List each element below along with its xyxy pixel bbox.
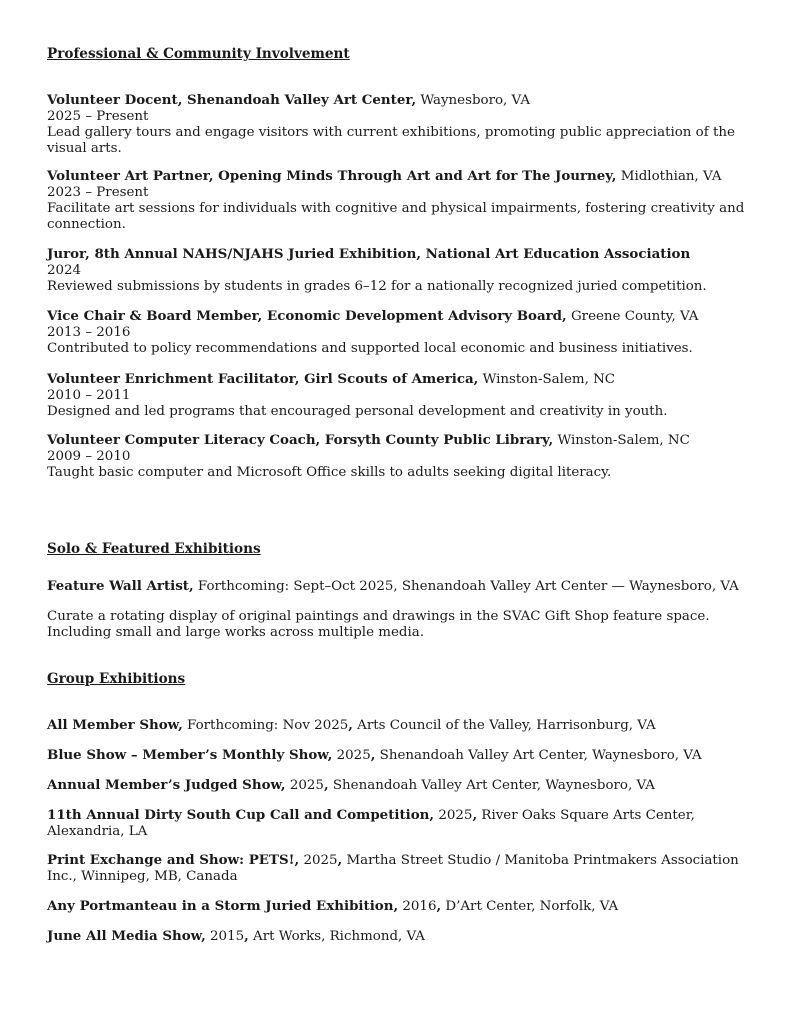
exhibition-entry	[47, 717, 747, 734]
entry-dates: 2023 – Present	[47, 185, 149, 200]
entry-location: Waynesboro, VA	[416, 93, 530, 108]
entry-sep: ,	[436, 898, 442, 914]
involvement-entry	[47, 168, 747, 233]
entry-sep: ,	[348, 717, 353, 733]
involvement-entry	[47, 432, 747, 481]
exhibition-entry	[47, 777, 747, 794]
entry-sep: ,	[323, 777, 329, 793]
entry-venue: River Oaks Square Arts Center, Alexandria, LA	[47, 808, 695, 839]
entry-dates: 2010 – 2011	[47, 388, 131, 403]
involvement-entry	[47, 92, 747, 157]
entry-venue: Arts Council of the Valley, Harrisonburg, VA	[352, 718, 656, 733]
entry-dates: 2013 – 2016	[47, 325, 131, 340]
entry-title: Feature Wall Artist,	[47, 578, 194, 594]
entry-dates: 2009 – 2010	[47, 449, 131, 464]
exhibition-entry	[47, 747, 747, 764]
entry-location: Greene County, VA	[566, 309, 699, 324]
entry-sep: ,	[370, 747, 376, 763]
involvement-entry	[47, 308, 747, 357]
entry-title: Juror, 8th Annual NAHS/NJAHS Juried Exhibition, National Art Education Association	[47, 246, 691, 262]
entry-location: Winston-Salem, NC	[553, 433, 690, 448]
entry-venue: Martha Street Studio / Manitoba Printmakers Association Inc., Winnipeg, MB, Canada	[47, 853, 739, 884]
entry-year: Forthcoming: Nov 2025	[182, 718, 349, 733]
entry-venue: D’Art Center, Norfolk, VA	[441, 899, 619, 914]
entry-description: Taught basic computer and Microsoft Office skills to adults seeking digital literacy.	[47, 465, 612, 480]
section-heading-professional: Professional & Community Involvement	[47, 46, 350, 62]
exhibition-entry	[47, 898, 747, 915]
entry-year: 2016	[398, 899, 437, 914]
entry-location: Winston-Salem, NC	[478, 372, 616, 387]
entry-description: Reviewed submissions by students in grades 6–12 for a nationally recognized juried competition.	[47, 279, 707, 294]
entry-sep: ,	[337, 852, 343, 868]
entry-year: 2025	[285, 778, 324, 793]
entry-title: Volunteer Art Partner, Opening Minds Through Art and Art for The Journey,	[47, 168, 617, 184]
entry-detail: Forthcoming: Sept–Oct 2025,	[193, 579, 398, 594]
entry-title: Vice Chair & Board Member, Economic Development Advisory Board,	[47, 308, 567, 324]
entry-description: Lead gallery tours and engage visitors with current exhibitions, promoting public appreciation of the visual arts.	[47, 125, 735, 156]
entry-venue: Art Works, Richmond, VA	[248, 929, 425, 944]
entry-title: Volunteer Docent, Shenandoah Valley Art Center,	[47, 92, 417, 108]
entry-dates: 2025 – Present	[47, 109, 149, 124]
entry-title: Any Portmanteau in a Storm Juried Exhibition,	[47, 898, 399, 914]
entry-location: Shenandoah Valley Art Center — Waynesboro, VA	[397, 579, 739, 594]
involvement-entry	[47, 246, 747, 295]
entry-sep: ,	[472, 807, 478, 823]
entry-year: 2025	[332, 748, 371, 763]
entry-year: 2015	[205, 929, 245, 944]
entry-title: Print Exchange and Show: PETS!,	[47, 852, 300, 868]
entry-description: Contributed to policy recommendations and supported local economic and business initiatives.	[47, 341, 693, 356]
entry-location: Midlothian, VA	[616, 169, 722, 184]
exhibition-entry	[47, 852, 747, 885]
entry-title: Blue Show – Member’s Monthly Show,	[47, 747, 333, 763]
entry-title: All Member Show,	[47, 717, 183, 733]
section-heading-solo: Solo & Featured Exhibitions	[47, 541, 261, 557]
entry-year: 2025	[299, 853, 338, 868]
entry-title: Volunteer Enrichment Facilitator, Girl Scouts of America,	[47, 371, 479, 387]
entry-year: 2025	[434, 808, 473, 823]
entry-description: Designed and led programs that encouraged personal development and creativity in youth.	[47, 404, 668, 419]
entry-description: Facilitate art sessions for individuals with cognitive and physical impairments, fostering creativity and connection.	[47, 201, 745, 232]
solo-entry	[47, 578, 747, 595]
entry-title: 11th Annual Dirty South Cup Call and Competition,	[47, 807, 435, 823]
entry-title: Annual Member’s Judged Show,	[47, 777, 286, 793]
solo-description: Curate a rotating display of original paintings and drawings in the SVAC Gift Shop feature space. Including small and large works across multiple media.	[47, 609, 710, 640]
entry-venue: Shenandoah Valley Art Center, Waynesboro, VA	[328, 778, 655, 793]
entry-sep: ,	[244, 928, 249, 944]
entry-title: June All Media Show,	[47, 928, 206, 944]
section-heading-group: Group Exhibitions	[47, 671, 186, 687]
involvement-entry	[47, 371, 747, 420]
entry-title: Volunteer Computer Literacy Coach, Forsyth County Public Library,	[47, 432, 554, 448]
exhibition-entry	[47, 928, 747, 945]
exhibition-entry	[47, 807, 747, 840]
entry-dates: 2024	[47, 263, 82, 278]
entry-venue: Shenandoah Valley Art Center, Waynesboro, VA	[375, 748, 702, 763]
